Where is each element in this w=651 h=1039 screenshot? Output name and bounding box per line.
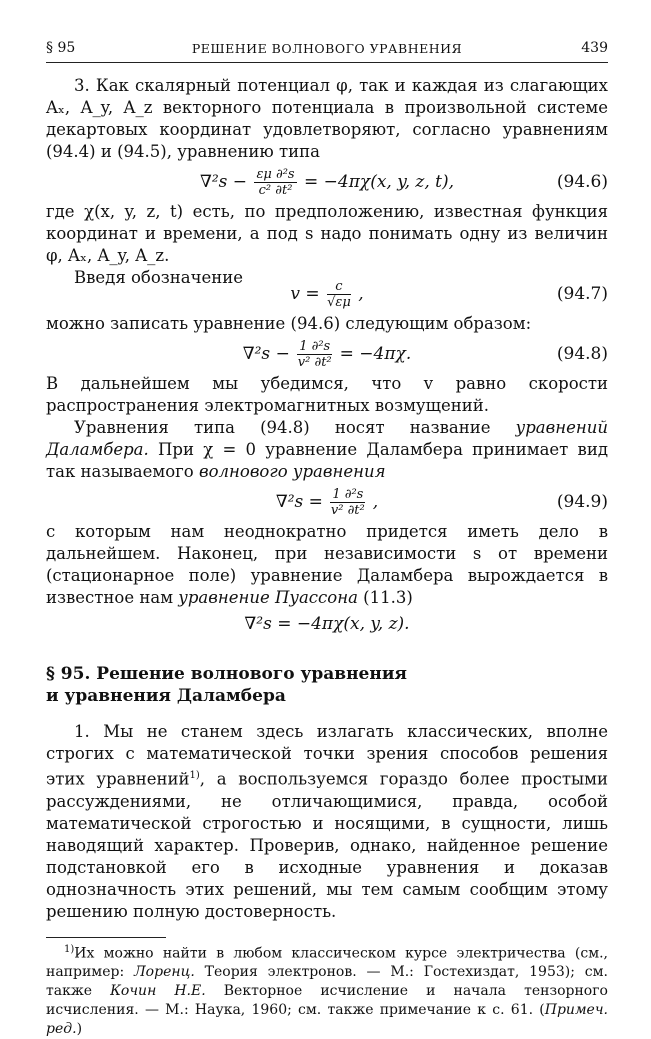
eq-947-frac-top: c [327,279,351,295]
p8-footnote-ref[interactable]: 1) [190,770,200,781]
equation-94-8 [46,335,608,373]
eq-949-number: (94.9) [557,483,608,521]
eq-947-tail: , [358,284,363,304]
footnote [46,940,608,1039]
eq-946-frac-bottom: c² ∂t² [254,183,296,198]
p8-text-a: 1. Мы не станем здесь излагать классических, вполне строгих с математической точки зрения способов решения этих уравнений [46,722,608,789]
eq-948-frac-top: 1 ∂²s [297,339,332,355]
fn-italic-lorentz: Лоренц. [134,964,195,980]
running-header [46,36,608,63]
eq-949-tail: , [373,492,378,512]
eq-948-number: (94.8) [557,335,608,373]
heading-line-2: и уравнения Даламбера [46,685,608,707]
eq-948-rhs: = −4πχ. [340,344,412,364]
page-number: 439 [581,40,608,56]
eq-947-fraction [327,279,351,310]
equation-94-9 [46,483,608,521]
fn-italic-kochin: Кочин Н.Е. [110,983,206,999]
paragraph-8 [46,721,608,923]
book-page [46,36,608,1039]
eq-949-fraction [330,487,365,518]
eq-948-fraction [297,339,332,370]
paragraph-6 [46,417,608,483]
p6-italic-wave-eq: волнового уравнения [199,462,386,481]
p7-text-a: с которым нам неоднократно придется иметь дело в дальнейшем. Наконец, при независимости s от времени (стационарное поле) уравнение Даламбера вырождается в известное нам [46,522,608,607]
paragraph-5: В дальнейшем мы убедимся, что v равно скорости распространения электромагнитных возмущений. [46,373,608,417]
eq-947-number: (94.7) [557,275,608,313]
eq-946-number: (94.6) [557,163,608,201]
section-heading [46,663,608,707]
footnote-rule [46,937,166,938]
paragraph-2: где χ(x, y, z, t) есть, по предположению, известная функция координат и времени, а под s надо понимать одну из величин φ, Aₓ, A_y, A_z. [46,201,608,267]
eq-946-fraction [254,167,296,198]
heading-line-1: § 95. Решение волнового уравнения [46,663,608,685]
equation-94-6 [46,163,608,201]
fn-text-d: ) [77,1021,82,1037]
eq-949-lhs: ∇²s = [276,492,323,512]
fn-text-b: Теория электронов. — М.: Гостехиздат, 1953); см. также [46,964,608,999]
paragraph-7 [46,521,608,609]
p6-italic-dalembert: уравнений Даламбера. [46,418,608,459]
eq-949-frac-top: 1 ∂²s [330,487,365,503]
header-title: РЕШЕНИЕ ВОЛНОВОГО УРАВНЕНИЯ [46,41,608,56]
p8-text-b: , а воспользуемся гораздо более простыми рассуждениями, не отличающимися, правда, особой математической строгостью и носящими, в сущности, лишь наводящий характер. Проверив, однако, найденное решение подстановкой его в исходные уравнения и доказав однозначность этих решений, мы тем самым сообщим этому решению полную достоверность. [46,770,608,921]
p7-text-b: (11.3) [358,588,413,607]
eq-948-frac-bottom: v² ∂t² [297,355,332,370]
p6-text-b: При χ = 0 уравнение Даламбера принимает вид так называемого [46,440,608,481]
eq-946-lhs: ∇²s − [200,172,247,192]
equation-94-7 [46,267,608,305]
eq-947-lhs: v = [290,284,319,304]
footnote-mark: 1) [64,944,74,955]
paragraph-1: 3. Как скалярный потенциал φ, так и каждая из слагающих Aₓ, A_y, A_z векторного потенциала в произвольной системе декартовых координат удовлетворяют, согласно уравнениям (94.4) и (94.5), уравнению типа [46,75,608,163]
p6-text-a: Уравнения типа (94.8) носят название [74,418,516,437]
eq-946-frac-top: εμ ∂²s [254,167,296,183]
eq-poisson-expr: ∇²s = −4πχ(x, y, z). [46,609,608,639]
header-section: § 95 [46,40,75,56]
paragraph-4: можно записать уравнение (94.6) следующим образом: [46,313,608,335]
eq-947-frac-bottom: √εμ [327,295,351,310]
equation-poisson [46,609,608,639]
paragraph-3: Введя обозначение [74,267,243,289]
fn-italic-editor-note: Примеч. ред. [46,1002,608,1037]
eq-946-rhs: = −4πχ(x, y, z, t), [304,172,454,192]
p7-italic-poisson: уравнение Пуассона [178,588,358,607]
fn-text-a: Их можно найти в любом классическом курсе электричества (см., например: [46,945,608,980]
fn-text-c: Векторное исчисление и начала тензорного исчисления. — М.: Наука, 1960; см. также примечание к с. 61. ( [46,983,608,1018]
eq-949-frac-bottom: v² ∂t² [330,503,365,518]
eq-948-lhs: ∇²s − [243,344,290,364]
